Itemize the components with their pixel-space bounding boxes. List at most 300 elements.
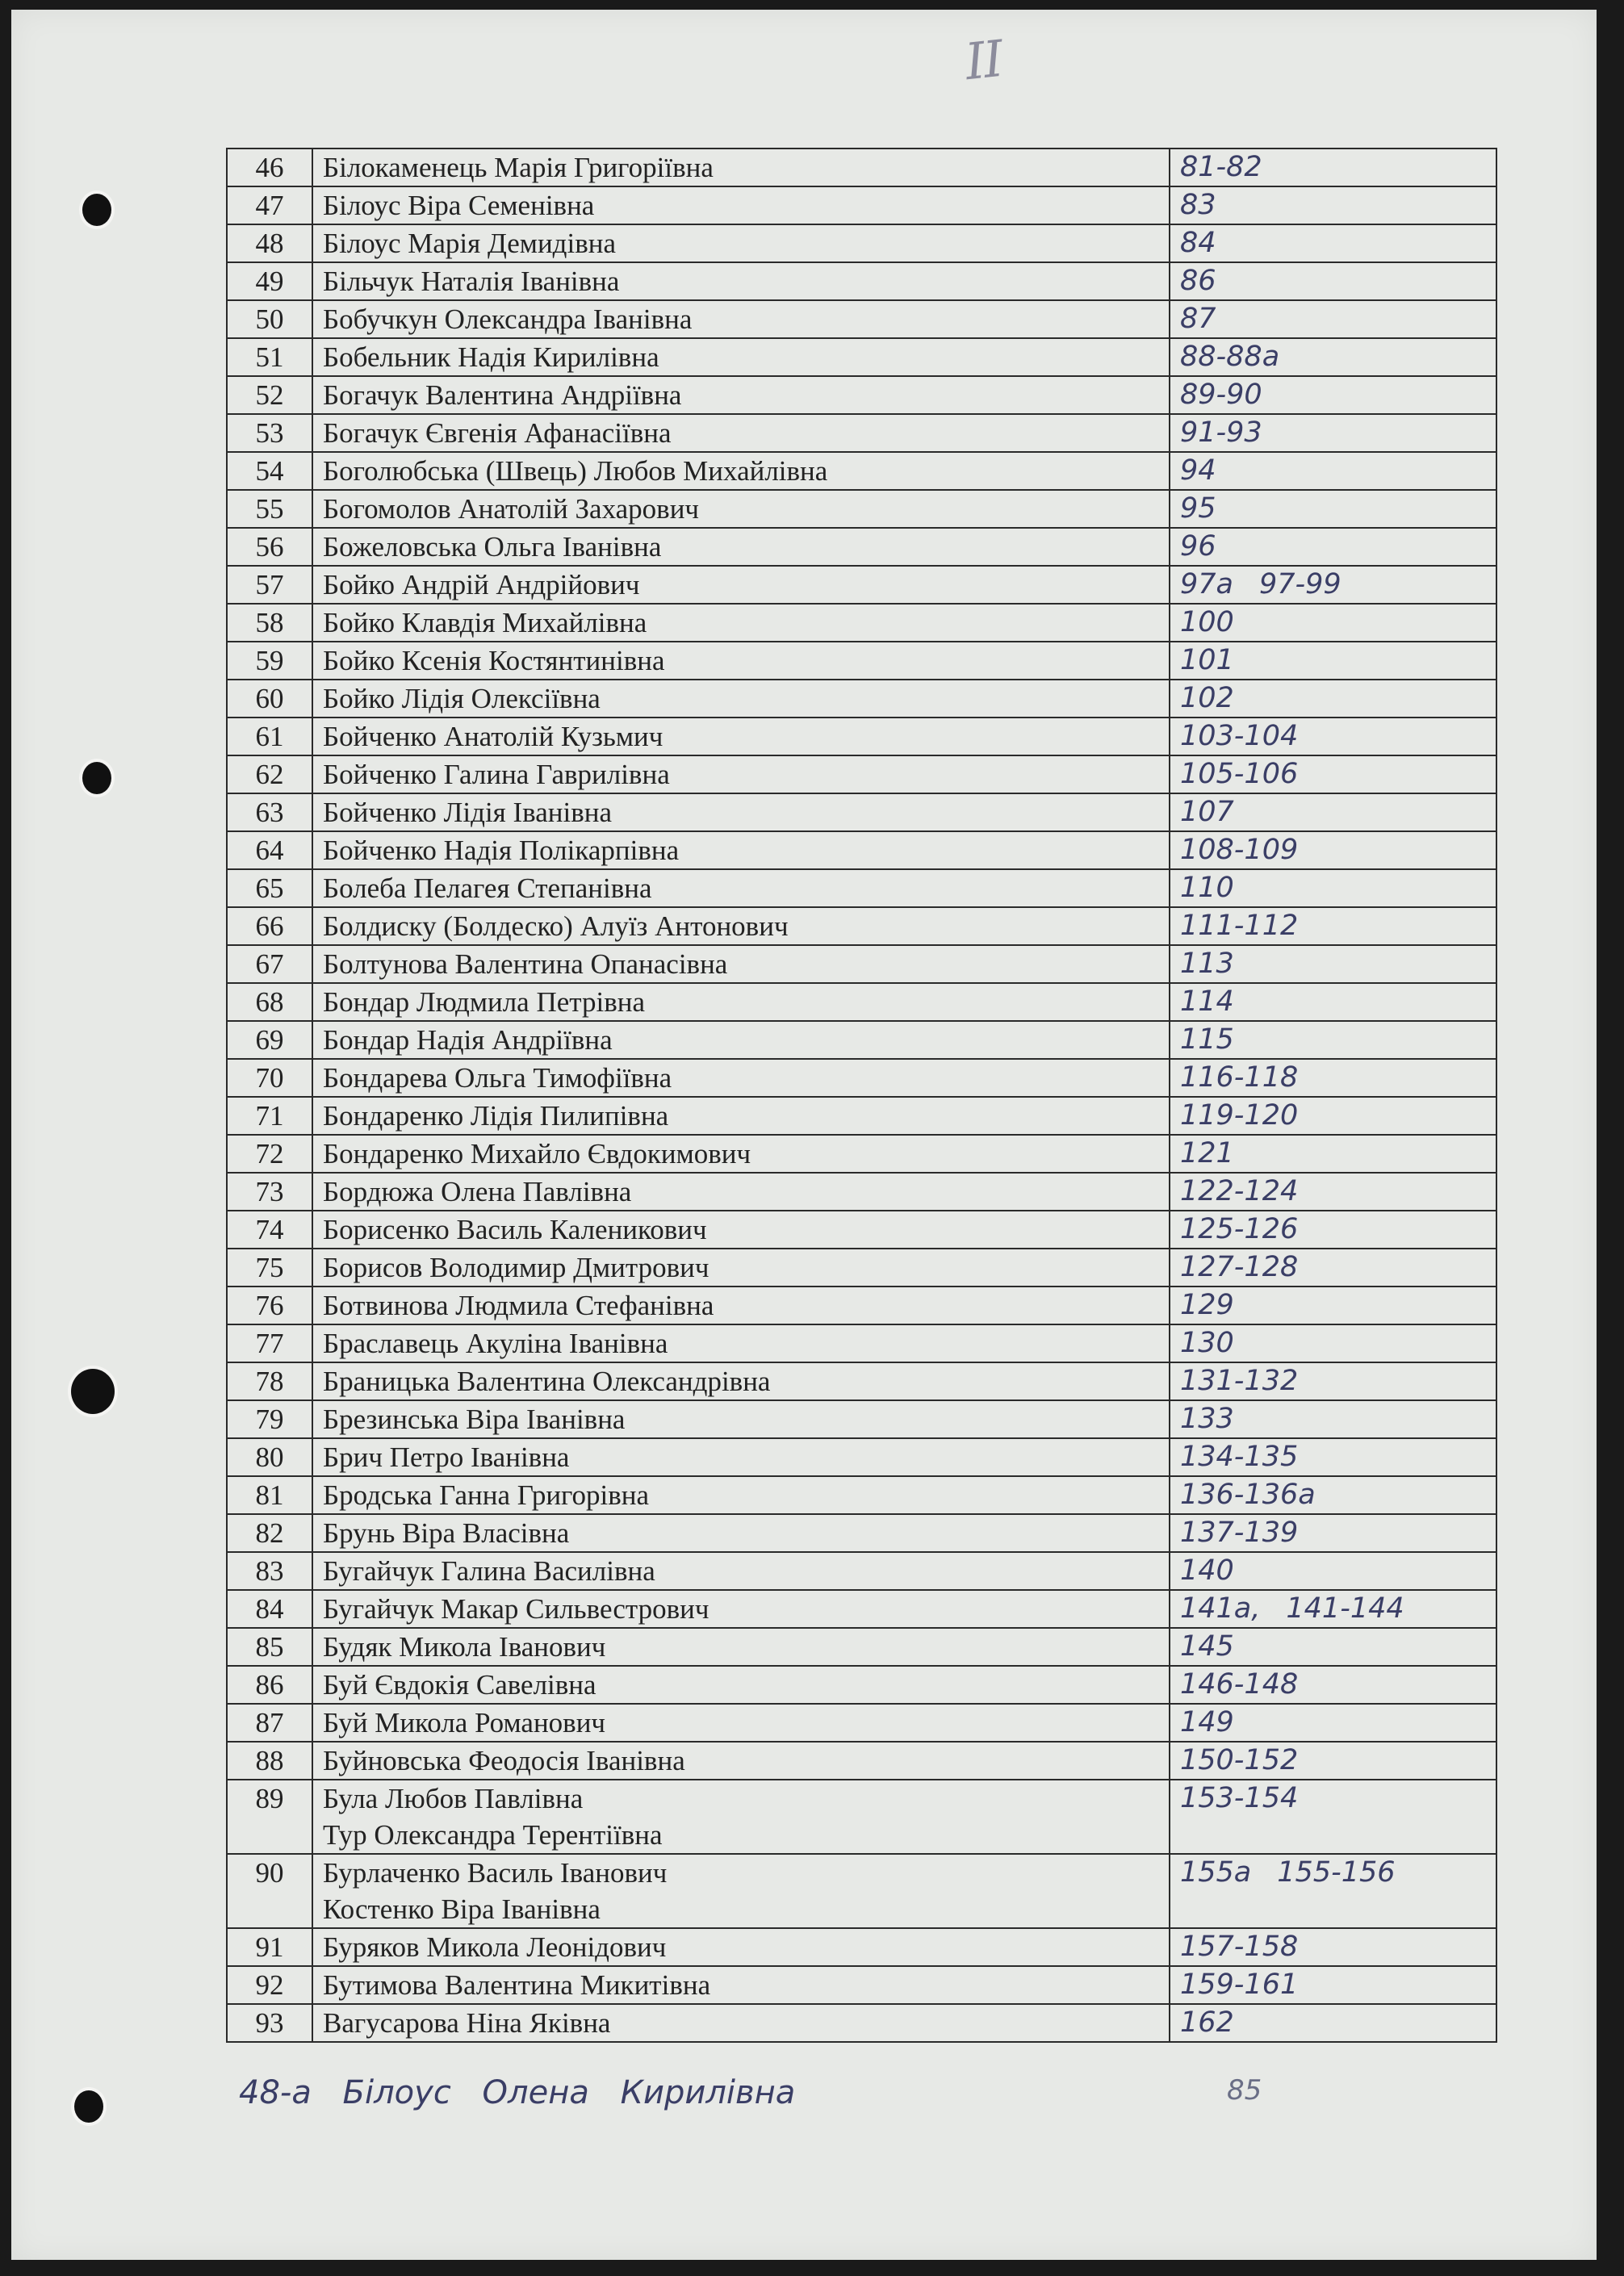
person-name: Бондарева Ольга Тимофіївна — [323, 1062, 672, 1094]
row-number: 51 — [227, 338, 312, 376]
person-names-cell — [312, 718, 1170, 755]
page-range: 127-128 — [1180, 1251, 1299, 1283]
row-number: 93 — [227, 2004, 312, 2042]
person-names-cell — [312, 1324, 1170, 1362]
page-range-cell — [1170, 528, 1496, 566]
page-range-cell — [1170, 1400, 1496, 1438]
page-range: 113 — [1180, 948, 1234, 980]
person-names-cell — [312, 831, 1170, 869]
page-range-cell — [1170, 1514, 1496, 1552]
row-number: 48 — [227, 224, 312, 262]
page-range: 149 — [1180, 1706, 1234, 1738]
page-range-cell — [1170, 680, 1496, 718]
table-row — [227, 1059, 1496, 1097]
extra-page-note: 141а, — [1180, 1592, 1261, 1625]
roman-numeral-mark: II — [962, 28, 1005, 92]
page-range-cell — [1170, 1211, 1496, 1249]
page-range-cell — [1170, 793, 1496, 831]
person-names-cell — [312, 680, 1170, 718]
extra-page-note: 155а — [1180, 1856, 1252, 1889]
person-name: Ботвинова Людмила Стефанівна — [323, 1290, 714, 1321]
row-number: 63 — [227, 793, 312, 831]
page-range-cell — [1170, 338, 1496, 376]
page-range-cell — [1170, 300, 1496, 338]
row-number: 60 — [227, 680, 312, 718]
page-range: 81-82 — [1180, 151, 1262, 183]
page-range: 121 — [1180, 1137, 1234, 1169]
page-range: 105-106 — [1180, 758, 1299, 790]
row-number: 78 — [227, 1362, 312, 1400]
row-number: 71 — [227, 1097, 312, 1135]
row-number: 54 — [227, 452, 312, 490]
row-number: 67 — [227, 945, 312, 983]
table-row — [227, 1400, 1496, 1438]
page-range: 95 — [1180, 492, 1216, 525]
row-number: 91 — [227, 1928, 312, 1966]
person-name: Бондаренко Лідія Пилипівна — [323, 1100, 669, 1132]
page-range-cell — [1170, 1476, 1496, 1514]
person-name: Бобельник Надія Кирилівна — [323, 341, 659, 373]
person-name: Болтунова Валентина Опанасівна — [323, 948, 728, 980]
table-row — [227, 642, 1496, 680]
page-range-cell — [1170, 1021, 1496, 1059]
page-range-cell — [1170, 1854, 1496, 1928]
page-range-cell — [1170, 1590, 1496, 1628]
person-name: Бойченко Галина Гаврилівна — [323, 759, 670, 790]
row-number: 49 — [227, 262, 312, 300]
page-range-cell — [1170, 262, 1496, 300]
person-names-cell — [312, 1362, 1170, 1400]
page-range-cell — [1170, 869, 1496, 907]
table-row — [227, 1211, 1496, 1249]
page-range: 100 — [1180, 606, 1234, 638]
page-range-cell — [1170, 1966, 1496, 2004]
person-name: Бойко Ксенія Костянтинівна — [323, 645, 665, 676]
page-range-cell — [1170, 1742, 1496, 1780]
person-names-cell — [312, 1173, 1170, 1211]
records-table — [226, 148, 1497, 2043]
page-range: 157-158 — [1180, 1931, 1299, 1963]
person-names-cell — [312, 642, 1170, 680]
person-name: Богачук Валентина Андріївна — [323, 379, 682, 411]
page-range: 129 — [1180, 1289, 1234, 1321]
table-row — [227, 1287, 1496, 1324]
person-names-cell — [312, 1590, 1170, 1628]
punch-hole-upper — [82, 762, 111, 794]
page-range-cell — [1170, 983, 1496, 1021]
person-names-cell — [312, 793, 1170, 831]
person-names-cell — [312, 490, 1170, 528]
table-row — [227, 718, 1496, 755]
row-number: 86 — [227, 1666, 312, 1704]
table-row — [227, 1021, 1496, 1059]
person-name: Богачук Євгенія Афанасіївна — [323, 417, 672, 449]
row-number: 73 — [227, 1173, 312, 1211]
records-table-body — [227, 149, 1496, 2042]
person-name: Буйновська Феодосія Іванівна — [323, 1745, 685, 1776]
row-number: 58 — [227, 604, 312, 642]
page-range: 88-88а — [1180, 341, 1280, 373]
page-range: 140 — [1180, 1554, 1234, 1587]
page-range: 131-132 — [1180, 1365, 1299, 1397]
table-row — [227, 376, 1496, 414]
row-number: 88 — [227, 1742, 312, 1780]
person-name: Бугайчук Макар Сильвестрович — [323, 1593, 709, 1625]
table-row — [227, 1780, 1496, 1854]
table-row — [227, 224, 1496, 262]
person-names-cell — [312, 1966, 1170, 2004]
page-range-cell — [1170, 490, 1496, 528]
punch-hole-top — [82, 194, 111, 226]
person-name: Борисенко Василь Каленикович — [323, 1214, 707, 1245]
page-range: 130 — [1180, 1327, 1234, 1359]
person-name: Буряков Микола Леонідович — [323, 1931, 667, 1963]
table-row — [227, 1324, 1496, 1362]
row-number: 56 — [227, 528, 312, 566]
row-number: 47 — [227, 186, 312, 224]
row-number: 61 — [227, 718, 312, 755]
person-name: Брезинська Віра Іванівна — [323, 1404, 626, 1435]
person-name: Білоус Віра Семенівна — [323, 190, 595, 221]
person-name: Бродська Ганна Григорівна — [323, 1479, 650, 1511]
row-number: 83 — [227, 1552, 312, 1590]
person-name: Бойченко Надія Полікарпівна — [323, 835, 680, 866]
person-names-cell — [312, 1400, 1170, 1438]
person-names-cell — [312, 1514, 1170, 1552]
row-number: 66 — [227, 907, 312, 945]
row-number: 46 — [227, 149, 312, 186]
page-range-cell — [1170, 1780, 1496, 1854]
row-number: 85 — [227, 1628, 312, 1666]
person-names-cell — [312, 907, 1170, 945]
person-name: Бобучкун Олександра Іванівна — [323, 303, 693, 335]
page-range-cell — [1170, 1928, 1496, 1966]
page-range: 108-109 — [1180, 834, 1299, 866]
person-name: Буй Євдокія Савелівна — [323, 1669, 596, 1701]
row-number: 64 — [227, 831, 312, 869]
page-range-cell — [1170, 1552, 1496, 1590]
page-range-cell — [1170, 1666, 1496, 1704]
handwritten-footnote: 48-а Білоус Олена Кирилівна — [239, 2074, 796, 2111]
table-row — [227, 338, 1496, 376]
table-row — [227, 528, 1496, 566]
table-row — [227, 414, 1496, 452]
page-range-cell — [1170, 1135, 1496, 1173]
page-range: 111-112 — [1180, 910, 1299, 942]
table-row — [227, 1135, 1496, 1173]
person-names-cell — [312, 452, 1170, 490]
person-name: Будяк Микола Іванович — [323, 1631, 606, 1663]
table-row — [227, 983, 1496, 1021]
punch-hole-bottom — [74, 2090, 103, 2123]
row-number: 53 — [227, 414, 312, 452]
page-range: 150-152 — [1180, 1744, 1299, 1776]
person-name: Бурлаченко Василь Іванович — [323, 1857, 668, 1889]
page-range: 122-124 — [1180, 1175, 1299, 1207]
person-name: Костенко Віра Іванівна — [323, 1893, 601, 1925]
row-number: 65 — [227, 869, 312, 907]
table-row — [227, 1628, 1496, 1666]
table-row — [227, 1590, 1496, 1628]
person-name: Бондар Надія Андріївна — [323, 1024, 613, 1056]
page-range-cell — [1170, 452, 1496, 490]
page-range: 103-104 — [1180, 720, 1299, 752]
page-range-cell — [1170, 604, 1496, 642]
person-names-cell — [312, 1021, 1170, 1059]
row-number: 69 — [227, 1021, 312, 1059]
page-range-cell — [1170, 755, 1496, 793]
page-range-cell — [1170, 566, 1496, 604]
page-range: 155-156 — [1277, 1856, 1396, 1889]
person-name: Бондаренко Михайло Євдокимович — [323, 1138, 751, 1169]
page-range-cell — [1170, 1704, 1496, 1742]
person-names-cell — [312, 1059, 1170, 1097]
page-range: 136-136а — [1180, 1479, 1316, 1511]
table-row — [227, 1552, 1496, 1590]
page-range: 91-93 — [1180, 416, 1262, 449]
person-names-cell — [312, 869, 1170, 907]
row-number: 70 — [227, 1059, 312, 1097]
table-row — [227, 831, 1496, 869]
person-name: Болеба Пелагея Степанівна — [323, 872, 652, 904]
person-name: Буй Микола Романович — [323, 1707, 606, 1738]
row-number: 92 — [227, 1966, 312, 2004]
row-number: 62 — [227, 755, 312, 793]
page-range: 115 — [1180, 1023, 1234, 1056]
person-name: Бойко Клавдія Михайлівна — [323, 607, 647, 638]
person-names-cell — [312, 528, 1170, 566]
row-number: 57 — [227, 566, 312, 604]
page-range: 137-139 — [1180, 1517, 1299, 1549]
table-row — [227, 2004, 1496, 2042]
table-row — [227, 1666, 1496, 1704]
person-name: Бойченко Анатолій Кузьмич — [323, 721, 663, 752]
person-names-cell — [312, 338, 1170, 376]
page-range-cell — [1170, 1059, 1496, 1097]
page-range: 159-161 — [1180, 1968, 1299, 2001]
row-number: 82 — [227, 1514, 312, 1552]
person-name: Болдиску (Болдеско) Алуїз Антонович — [323, 910, 789, 942]
person-name: Борисов Володимир Дмитрович — [323, 1252, 709, 1283]
person-name: Браславець Акуліна Іванівна — [323, 1328, 668, 1359]
person-names-cell — [312, 1476, 1170, 1514]
page-range-cell — [1170, 1362, 1496, 1400]
person-names-cell — [312, 1780, 1170, 1854]
person-names-cell — [312, 1552, 1170, 1590]
page-range-cell — [1170, 1324, 1496, 1362]
table-row — [227, 793, 1496, 831]
page-range-cell — [1170, 1438, 1496, 1476]
page-range: 162 — [1180, 2006, 1234, 2039]
table-row — [227, 149, 1496, 186]
person-name: Бондар Людмила Петрівна — [323, 986, 646, 1018]
person-names-cell — [312, 1628, 1170, 1666]
person-name: Бугайчук Галина Василівна — [323, 1555, 655, 1587]
page-range: 102 — [1180, 682, 1234, 714]
row-number: 76 — [227, 1287, 312, 1324]
table-row — [227, 1173, 1496, 1211]
page-range: 97-99 — [1258, 568, 1341, 600]
table-row — [227, 300, 1496, 338]
person-names-cell — [312, 1742, 1170, 1780]
person-names-cell — [312, 1928, 1170, 1966]
page-range: 145 — [1180, 1630, 1234, 1663]
person-name: Божеловська Ольга Іванівна — [323, 531, 662, 563]
person-name: Брич Петро Іванівна — [323, 1441, 570, 1473]
page-range-cell — [1170, 149, 1496, 186]
person-names-cell — [312, 1097, 1170, 1135]
person-names-cell — [312, 604, 1170, 642]
row-number: 81 — [227, 1476, 312, 1514]
person-name: Бойко Андрій Андрійович — [323, 569, 640, 600]
page-range-cell — [1170, 945, 1496, 983]
page-range-cell — [1170, 1097, 1496, 1135]
page-range: 116-118 — [1180, 1061, 1299, 1094]
table-row — [227, 604, 1496, 642]
person-name: Більчук Наталія Іванівна — [323, 266, 620, 297]
page-range: 94 — [1180, 454, 1216, 487]
person-names-cell — [312, 1704, 1170, 1742]
page-range-cell — [1170, 1628, 1496, 1666]
person-names-cell — [312, 945, 1170, 983]
page-range-cell — [1170, 1287, 1496, 1324]
row-number: 77 — [227, 1324, 312, 1362]
table-row — [227, 1438, 1496, 1476]
person-name: Бордюжа Олена Павлівна — [323, 1176, 632, 1207]
row-number: 80 — [227, 1438, 312, 1476]
person-names-cell — [312, 1666, 1170, 1704]
person-names-cell — [312, 186, 1170, 224]
row-number: 50 — [227, 300, 312, 338]
person-names-cell — [312, 566, 1170, 604]
page-range-cell — [1170, 1249, 1496, 1287]
person-names-cell — [312, 983, 1170, 1021]
table-row — [227, 907, 1496, 945]
row-number: 59 — [227, 642, 312, 680]
person-name: Бутимова Валентина Микитівна — [323, 1969, 711, 2001]
table-row — [227, 1928, 1496, 1966]
row-number: 87 — [227, 1704, 312, 1742]
page-range-cell — [1170, 414, 1496, 452]
person-names-cell — [312, 1854, 1170, 1928]
table-row — [227, 566, 1496, 604]
row-number: 68 — [227, 983, 312, 1021]
page-range-cell — [1170, 831, 1496, 869]
row-number: 52 — [227, 376, 312, 414]
table-row — [227, 1514, 1496, 1552]
page-range: 153-154 — [1180, 1782, 1299, 1814]
person-name: Браницька Валентина Олександрівна — [323, 1366, 771, 1397]
page-range-cell — [1170, 376, 1496, 414]
extra-page-note: 97а — [1180, 568, 1233, 600]
person-name: Білокаменець Марія Григоріївна — [323, 152, 714, 183]
person-names-cell — [312, 149, 1170, 186]
table-row — [227, 869, 1496, 907]
page-range: 110 — [1180, 872, 1234, 904]
person-name: Була Любов Павлівна — [323, 1783, 584, 1814]
table-row — [227, 452, 1496, 490]
person-name: Тур Олександра Терентіївна — [323, 1819, 663, 1851]
person-names-cell — [312, 224, 1170, 262]
table-row — [227, 262, 1496, 300]
person-name: Білоус Марія Демидівна — [323, 228, 617, 259]
person-names-cell — [312, 755, 1170, 793]
row-number: 72 — [227, 1135, 312, 1173]
page-range: 107 — [1180, 796, 1234, 828]
person-name: Брунь Віра Власівна — [323, 1517, 570, 1549]
page-range: 83 — [1180, 189, 1216, 221]
table-row — [227, 1854, 1496, 1928]
page-range: 96 — [1180, 530, 1216, 563]
row-number: 89 — [227, 1780, 312, 1854]
person-names-cell — [312, 300, 1170, 338]
page-range: 87 — [1180, 303, 1216, 335]
person-names-cell — [312, 2004, 1170, 2042]
row-number: 84 — [227, 1590, 312, 1628]
page-range: 146-148 — [1180, 1668, 1299, 1701]
page-range-cell — [1170, 1173, 1496, 1211]
page-range: 125-126 — [1180, 1213, 1299, 1245]
page-range-cell — [1170, 642, 1496, 680]
page-range: 114 — [1180, 985, 1234, 1018]
row-number: 74 — [227, 1211, 312, 1249]
page-number: 85 — [1227, 2074, 1262, 2107]
page-range-cell — [1170, 2004, 1496, 2042]
page-range: 84 — [1180, 227, 1216, 259]
page-range: 89-90 — [1180, 379, 1262, 411]
page-range-cell — [1170, 907, 1496, 945]
person-names-cell — [312, 1287, 1170, 1324]
page-range: 133 — [1180, 1403, 1234, 1435]
person-name: Бойченко Лідія Іванівна — [323, 797, 613, 828]
table-row — [227, 1097, 1496, 1135]
page-range: 101 — [1180, 644, 1234, 676]
table-row — [227, 1249, 1496, 1287]
table-row — [227, 490, 1496, 528]
person-name: Бойко Лідія Олексіївна — [323, 683, 601, 714]
table-row — [227, 945, 1496, 983]
person-names-cell — [312, 376, 1170, 414]
page-range-cell — [1170, 718, 1496, 755]
page-range-cell — [1170, 186, 1496, 224]
person-names-cell — [312, 1211, 1170, 1249]
table-row — [227, 680, 1496, 718]
row-number: 90 — [227, 1854, 312, 1928]
person-names-cell — [312, 1438, 1170, 1476]
table-row — [227, 1704, 1496, 1742]
table-row — [227, 186, 1496, 224]
page-range: 134-135 — [1180, 1441, 1299, 1473]
page-range-cell — [1170, 224, 1496, 262]
page-range: 141-144 — [1286, 1592, 1404, 1625]
person-name: Боголюбська (Швець) Любов Михайлівна — [323, 455, 828, 487]
person-names-cell — [312, 1135, 1170, 1173]
person-names-cell — [312, 262, 1170, 300]
person-name: Богомолов Анатолій Захарович — [323, 493, 700, 525]
table-row — [227, 755, 1496, 793]
page-range: 86 — [1180, 265, 1216, 297]
row-number: 55 — [227, 490, 312, 528]
row-number: 79 — [227, 1400, 312, 1438]
punch-hole-lower — [71, 1369, 115, 1414]
person-names-cell — [312, 414, 1170, 452]
table-row — [227, 1362, 1496, 1400]
page-range: 119-120 — [1180, 1099, 1299, 1132]
table-row — [227, 1476, 1496, 1514]
person-names-cell — [312, 1249, 1170, 1287]
row-number: 75 — [227, 1249, 312, 1287]
table-row — [227, 1742, 1496, 1780]
